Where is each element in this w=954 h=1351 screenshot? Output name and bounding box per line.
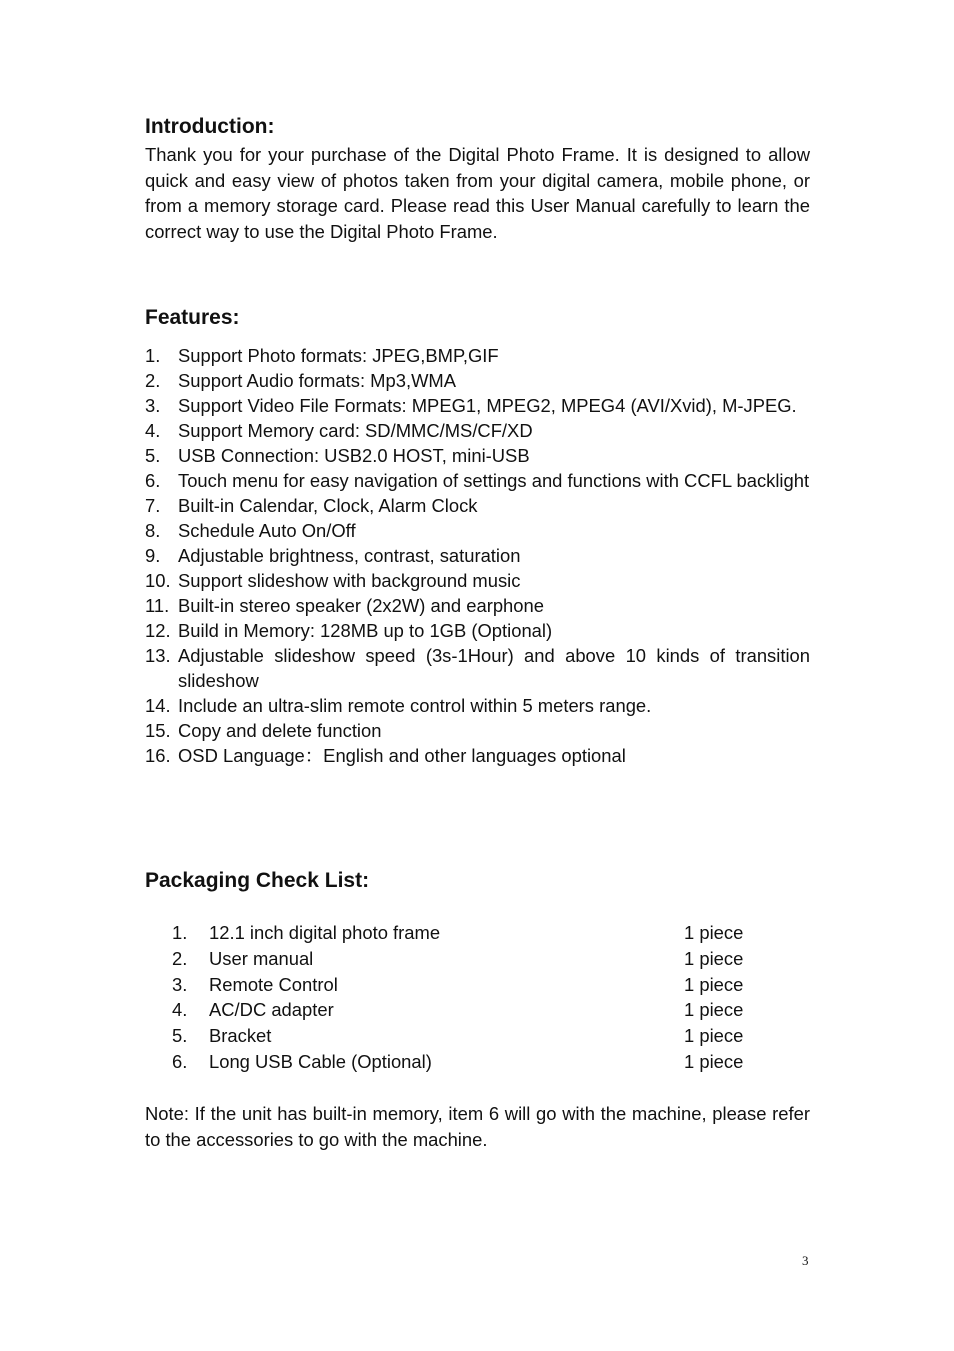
checklist-number: 2. [172, 947, 188, 969]
checklist-number: 5. [172, 1025, 188, 1047]
feature-number: 10. [145, 570, 171, 591]
introduction-heading: Introduction: [145, 115, 275, 138]
checklist-number: 1. [172, 922, 188, 943]
checklist-quantity: 1 piece [684, 922, 744, 943]
feature-text: Copy and delete function [178, 720, 382, 741]
feature-text: Built-in stereo speaker (2x2W) and earphone [178, 595, 544, 616]
feature-number: 8. [145, 520, 161, 541]
feature-number: 1. [145, 345, 161, 366]
feature-text: Touch menu for easy navigation of settings and functions with CCFL backlight [178, 470, 810, 491]
feature-item [145, 718, 810, 743]
packaging-note: Note: If the unit has built-in memory, item 6 will go with the machine, please refer to the accessories to go with the machine. [145, 1103, 810, 1150]
feature-item [145, 518, 810, 543]
feature-number: 14. [145, 695, 171, 716]
feature-item [145, 743, 810, 768]
feature-number: 5. [145, 445, 161, 466]
feature-number: 12. [145, 620, 171, 641]
packaging-checklist [172, 920, 752, 1075]
checklist-item [172, 1049, 752, 1075]
feature-text: Built-in Calendar, Clock, Alarm Clock [178, 495, 478, 516]
feature-number: 7. [145, 495, 161, 516]
page-number: 3 [802, 1253, 809, 1268]
feature-item [145, 393, 810, 418]
packaging-heading: Packaging Check List: [145, 869, 370, 892]
feature-item [145, 543, 810, 568]
checklist-number: 4. [172, 999, 188, 1021]
feature-number: 13. [145, 645, 171, 666]
checklist-quantity: 1 piece [684, 1025, 744, 1047]
feature-number: 2. [145, 370, 161, 391]
feature-number: 4. [145, 420, 161, 441]
feature-number: 3. [145, 395, 161, 416]
feature-text: Schedule Auto On/Off [178, 520, 356, 541]
features-list [145, 343, 810, 768]
feature-text: Support Photo formats: JPEG,BMP,GIF [178, 345, 499, 366]
feature-item [145, 618, 810, 643]
checklist-quantity: 1 piece [684, 973, 744, 995]
checklist-quantity: 1 piece [684, 999, 744, 1021]
checklist-item-name: Bracket [209, 1025, 272, 1047]
checklist-item [172, 972, 752, 998]
feature-text: Support slideshow with background music [178, 570, 521, 591]
feature-item [145, 443, 810, 468]
checklist-item-name: User manual [209, 947, 314, 969]
feature-item [145, 568, 810, 593]
checklist-item-name: AC/DC adapter [209, 999, 334, 1021]
feature-item [145, 593, 810, 618]
feature-number: 6. [145, 470, 161, 491]
checklist-item [172, 946, 752, 972]
checklist-item-name: Long USB Cable (Optional) [209, 1050, 432, 1072]
checklist-item-name: 12.1 inch digital photo frame [209, 922, 441, 943]
feature-text: Adjustable brightness, contrast, saturation [178, 545, 521, 566]
checklist-number: 6. [172, 1050, 188, 1072]
feature-item [145, 418, 810, 443]
feature-text: Support Audio formats: Mp3,WMA [178, 370, 457, 391]
checklist-quantity: 1 piece [684, 947, 744, 969]
checklist-item [172, 920, 752, 946]
checklist-number: 3. [172, 973, 188, 995]
checklist-item-name: Remote Control [209, 973, 338, 995]
feature-number: 16. [145, 745, 171, 766]
feature-item [145, 343, 810, 368]
feature-text: Support Memory card: SD/MMC/MS/CF/XD [178, 420, 533, 441]
feature-item [145, 493, 810, 518]
introduction-text: Thank you for your purchase of the Digital Photo Frame. It is designed to allow quick and easy view of photos taken from your digital camera, mobile phone, or from a memory storage card. Please read this User Manual carefully to learn the correct way to use the Digital Photo Frame. [145, 144, 810, 242]
feature-number: 15. [145, 720, 171, 741]
feature-item [145, 368, 810, 393]
feature-text: Support Video File Formats: MPEG1, MPEG2, MPEG4 (AVI/Xvid), M-JPEG. [178, 395, 797, 416]
feature-number: 11. [145, 595, 170, 616]
features-heading: Features: [145, 306, 240, 329]
checklist-item [172, 997, 752, 1023]
feature-number: 9. [145, 545, 161, 566]
feature-text: Adjustable slideshow speed (3s-1Hour) and above 10 kinds of transition slideshow [178, 645, 810, 691]
feature-text: USB Connection: USB2.0 HOST, mini-USB [178, 445, 530, 466]
feature-text: OSD Language：English and other languages optional [178, 745, 626, 766]
checklist-item [172, 1023, 752, 1049]
feature-text: Build in Memory: 128MB up to 1GB (Optional) [178, 620, 553, 641]
feature-item [145, 643, 810, 693]
checklist-quantity: 1 piece [684, 1050, 744, 1072]
feature-item [145, 468, 810, 493]
feature-item [145, 693, 810, 718]
feature-text: Include an ultra-slim remote control within 5 meters range. [178, 695, 652, 716]
